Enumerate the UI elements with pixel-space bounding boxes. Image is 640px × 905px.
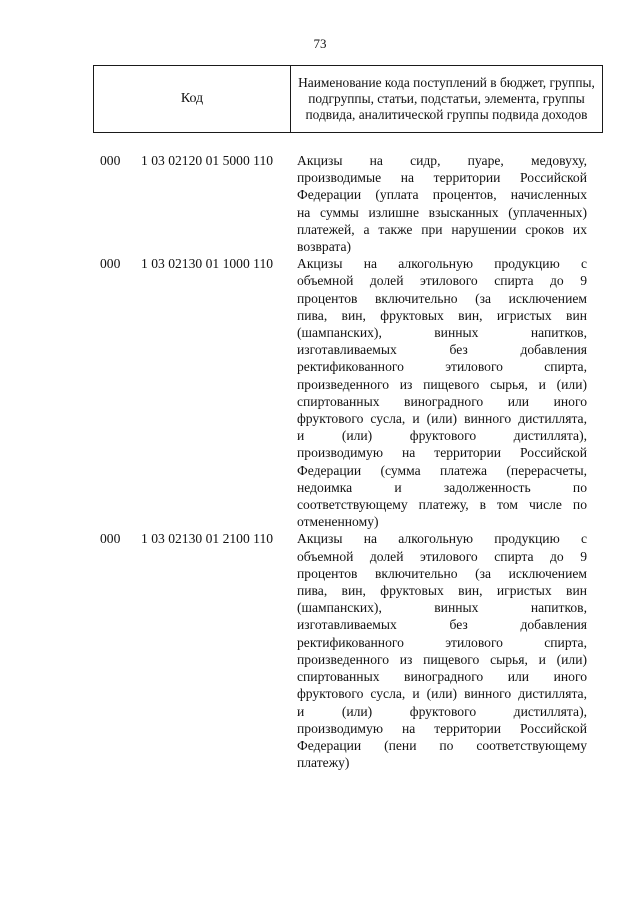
description-line: спиртованных виноградного или иного [297,393,587,409]
description-line: фруктового сусла, и (или) винного дистиллята, [297,411,587,427]
description-line: Федерации (сумма платежа (перерасчеты, [297,462,587,478]
description-line: соответствующему платежу, в том числе по [297,497,587,513]
description-line: Акцизы на сидр, пуаре, медовуху, [297,153,587,168]
revenue-description [297,255,587,530]
description-line: процентов включительно (за исключением [297,290,587,306]
description-line: пива, вин, фруктовых вин, игристых вин [297,307,587,323]
description-line: недоимка и задолженность по [297,479,587,495]
description-line: (шампанских), винных напитков, [297,600,587,616]
admin-code: 000 [100,256,121,272]
table-row [0,255,640,530]
description-line: Акцизы на алкогольную продукцию с [297,531,587,547]
description-line: Федерации (уплата процентов, начисленных [297,187,587,203]
description-line: фруктового сусла, и (или) винного дистиллята, [297,686,587,702]
revenue-code: 1 03 02130 01 2100 110 [141,531,274,547]
revenue-code: 1 03 02130 01 1000 110 [141,256,274,272]
description-line: Федерации (пени по соответствующему [297,737,587,753]
description-line: платежей, а также при нарушении сроков их [297,221,587,237]
description-line: Акцизы на алкогольную продукцию с [297,256,587,272]
description-line: произведенного из пищевого сырья, и (или) [297,376,587,392]
description-line: производимые на территории Российской [297,170,587,186]
description-line: ректификованного этилового спирта, [297,634,587,650]
description-line: ректификованного этилового спирта, [297,359,587,375]
description-line: объемной долей этилового спирта до 9 [297,273,587,289]
admin-code: 000 [100,531,121,547]
description-line: процентов включительно (за исключением [297,565,587,581]
table-row [0,530,640,771]
description-line: на суммы излишне взысканных (уплаченных) [297,204,587,220]
revenue-code: 1 03 02120 01 5000 110 [141,153,274,168]
page-number: 73 [313,36,327,51]
description-line: изготавливаемых без добавления [297,617,587,633]
description-line: объемной долей этилового спирта до 9 [297,548,587,564]
description-line: платежу) [297,755,350,771]
description-line: отмененному) [297,514,379,530]
header-code-cell: Код [94,66,291,132]
admin-code: 000 [100,153,121,168]
description-line: изготавливаемых без добавления [297,342,587,358]
table-row [0,152,640,255]
description-line: спиртованных виноградного или иного [297,669,587,685]
description-line: пива, вин, фруктовых вин, игристых вин [297,583,587,599]
description-line: возврата) [297,239,352,255]
revenue-description [297,152,587,255]
table-body [0,152,640,771]
description-line: и (или) фруктового дистиллята), [297,428,587,444]
description-line: (шампанских), винных напитков, [297,325,587,341]
table-header [93,65,603,133]
description-line: произведенного из пищевого сырья, и (или) [297,651,587,667]
description-line: производимую на территории Российской [297,720,587,736]
description-line: производимую на территории Российской [297,445,587,461]
description-line: и (или) фруктового дистиллята), [297,703,587,719]
header-name-cell: Наименование кода поступлений в бюджет, группы, подгруппы, статьи, подстатьи, элемента, группы подвида, аналитической группы подвида доходов [298,74,595,123]
revenue-description [297,530,587,771]
